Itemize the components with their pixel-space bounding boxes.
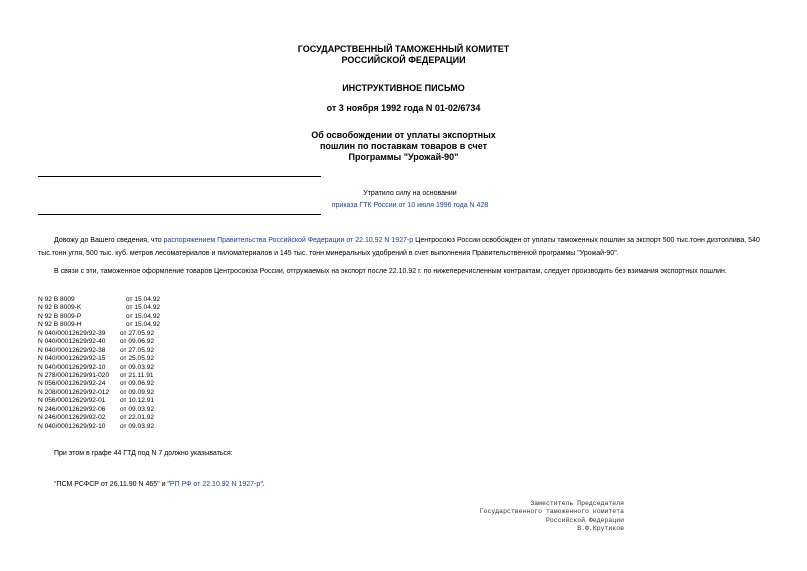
signature-line-4: В.Ф.Крутиков [577,524,624,532]
contract-number: N 246/00012629/92-02 [38,414,106,422]
contract-number: N 92 B 8009-P [38,312,82,320]
contract-number: N 040/00012629/92-10 [38,363,106,371]
contracts-list [38,296,161,431]
contract-number: N 056/00012629/92-01 [38,397,106,405]
contract-row [38,304,161,312]
contract-date: от 09.06.92 [120,380,155,388]
contract-number: N 040/00012629/92-38 [38,346,106,354]
issuer-line-2: РОССИЙСКОЙ ФЕДЕРАЦИИ [341,55,466,65]
contract-date: от 09.09.92 [120,388,155,396]
paragraph-2: В связи с эти, таможенное оформление товаров Центросоюза России, отгружаемых на экспорт после 22.10.92 г. по нижеперечисленным контрактам, следует производить без взимания экспортных пошлин. [54,268,727,275]
signature-block [420,500,624,533]
contract-number: N 246/00012629/92-06 [38,405,106,413]
contract-date: от 15.04.92 [126,304,161,312]
contract-number: N 056/00012629/92-24 [38,380,106,388]
contract-number: N 278/00012629/91-020 [38,371,110,379]
paragraph-4-start: "ПСМ РСФСР от 26.11.90 N 465" и " [54,481,170,488]
paragraph-4-end: ". [260,481,265,488]
contract-date: от 15.04.92 [126,296,161,303]
issuer-line-1: ГОСУДАРСТВЕННЫЙ ТАМОЖЕННЫЙ КОМИТЕТ [297,44,510,54]
contract-row [38,397,155,405]
contract-date: от 27.05.92 [120,329,155,337]
government-order-link[interactable]: распоряжением Правительства Российской Федерации от 22.10.92 N 1927-р [163,237,414,244]
contract-number: N 92 B 8009 [38,296,75,303]
contract-date: от 09.03.92 [120,363,155,371]
subject-line-3: Программы "Урожай-90" [348,152,459,162]
contract-row [38,371,154,380]
order-reference-link[interactable]: РП РФ от 22.10.92 N 1927-р [169,481,261,488]
issuer-heading [200,44,607,66]
contract-date: от 15.04.92 [126,321,161,329]
contract-number: N 040/00012629/92-40 [38,338,106,346]
paragraph-1 [38,235,778,260]
contract-date: от 10.12.91 [120,397,155,405]
contract-date: от 25.05.92 [120,355,155,363]
paragraph-4 [38,479,778,492]
repeal-order-link[interactable]: приказа ГТК России от 10 июля 1996 года N 428 [331,202,489,209]
contract-row [38,346,155,355]
contract-row [38,380,155,388]
contract-date: от 21.11.91 [120,371,154,379]
subject-line-1: Об освобождении от уплаты экспортных [311,130,496,140]
contract-number: N 040/00012629/92-39 [38,329,106,337]
signature-line-1: Заместитель Председателя [530,500,624,507]
document-type: ИНСТРУКТИВНОЕ ПИСЬМО [342,83,465,93]
paragraph-3: При этом в графе 44 ГТД под N 7 должно указываться: [54,450,233,457]
contract-date: от 09.03.92 [120,422,155,430]
signature-line-2: Государственного таможенного комитета [479,508,624,516]
status-note-text: Утратило силу на основании [363,190,457,197]
signature-line-3: Российской Федерации [545,516,624,524]
contract-date: от 09.03.92 [120,405,155,413]
divider-bottom [38,214,321,215]
subject-line-2: пошлин по поставкам товаров в счет [319,141,488,151]
contract-number: N 040/00012629/92-10 [38,422,106,430]
document-subject [200,130,607,163]
contract-number: N 92 B 8009-K [38,304,82,312]
paragraph-1-end: Центросоюз России освобожден от уплаты таможенных пошлин за экспорт 500 тыс.тонн дизтоплива, 540 тыс.тонн угля, 500 тыс. куб. метров лесоматериалов и пиломатериалов и 145 тыс. тонн минеральных удобрений в счет выполнения Правительственной программы "Урожай-90". [38,237,760,257]
contract-number: N 92 B 8009-H [38,321,82,329]
contract-date: от 09.06.92 [120,338,155,346]
paragraph-1-start: Довожу до Вашего сведения, что [54,237,164,244]
contract-row [38,414,155,422]
contract-row [38,405,155,414]
contract-row [38,363,155,372]
divider-top [38,176,321,177]
contract-row [38,338,155,346]
contract-number: N 208/00012629/92-012 [38,388,110,396]
contract-row [38,355,155,363]
contract-row [38,329,155,338]
document-date-number: от 3 ноября 1992 года N 01-02/6734 [326,103,481,113]
contract-row [38,321,161,329]
contract-number: N 040/00012629/92-15 [38,355,106,363]
status-note [300,189,520,210]
contract-row [38,388,155,397]
contract-date: от 22.01.92 [120,414,155,422]
contract-row [38,296,161,304]
contract-row [38,312,161,321]
contract-date: от 15.04.92 [126,312,161,320]
contract-date: от 27.05.92 [120,346,155,354]
contract-row [38,422,155,431]
